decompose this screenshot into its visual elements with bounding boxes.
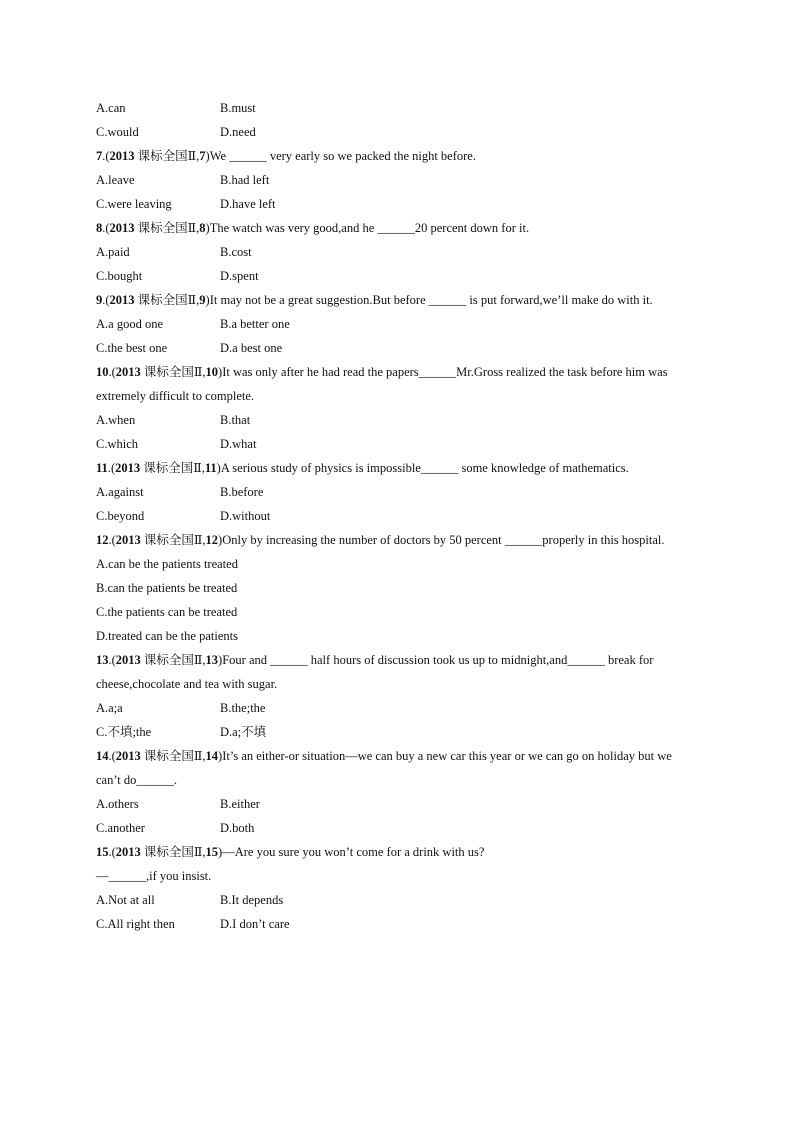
source-number: 9 (199, 293, 206, 307)
source-number: 14 (205, 749, 219, 763)
option-row (96, 312, 696, 336)
source-open: .( (102, 221, 110, 235)
option-row (96, 120, 696, 144)
source-open: .( (108, 533, 116, 547)
option-right: D.what (220, 437, 257, 451)
source-close: ) (205, 293, 210, 307)
source-exam: 课标全国Ⅱ (140, 533, 203, 547)
question-number: 8 (96, 221, 103, 235)
option-left: A.a good one (96, 317, 163, 331)
source-comma: , (202, 653, 206, 667)
source-close: ) (205, 221, 210, 235)
option-row: A.can be the patients treated (96, 557, 238, 571)
option-c: C.would (96, 125, 139, 139)
option-right: B.had left (220, 173, 270, 187)
question-text: The watch was very good,and he ______20 percent down for it. (209, 221, 530, 235)
source-exam: 课标全国Ⅱ (140, 845, 203, 859)
source-comma: , (202, 533, 206, 547)
option-right: D.I don’t care (220, 917, 290, 931)
source-comma: , (201, 461, 205, 475)
option-right: B.either (220, 797, 260, 811)
source-comma: , (196, 149, 200, 163)
source-number: 13 (205, 653, 219, 667)
option-right: B.cost (220, 245, 252, 259)
option-right: D.a;不填 (220, 725, 267, 739)
source-close: ) (218, 533, 223, 547)
option-row (96, 888, 696, 912)
option-row (96, 696, 696, 720)
question-stem (96, 648, 696, 696)
question-stem (96, 288, 696, 312)
question-text: Only by increasing the number of doctors by 50 percent ______properly in this hospital. (222, 533, 665, 547)
source-exam: 课标全国Ⅱ (140, 365, 203, 379)
source-close: ) (218, 365, 223, 379)
option-left: C.All right then (96, 917, 175, 931)
option-row (96, 480, 696, 504)
source-year: 2013 (115, 749, 141, 763)
question-number: 10 (96, 365, 109, 379)
option-row (96, 792, 696, 816)
question-stem (96, 144, 696, 168)
source-comma: , (202, 365, 206, 379)
source-year: 2013 (109, 221, 135, 235)
question-list (96, 144, 696, 936)
source-year: 2013 (115, 533, 141, 547)
option-right: B.a better one (220, 317, 290, 331)
option-left: C.beyond (96, 509, 145, 523)
option-a: A.can (96, 101, 126, 115)
source-number: 10 (205, 365, 219, 379)
source-comma: , (202, 749, 206, 763)
option-row (96, 504, 696, 528)
option-left: A.paid (96, 245, 130, 259)
question-text: We ______ very early so we packed the night before. (209, 149, 476, 163)
option-right: B.the;the (220, 701, 266, 715)
option-left: C.bought (96, 269, 143, 283)
option-row (96, 432, 696, 456)
source-year: 2013 (115, 653, 141, 667)
option-right: B.that (220, 413, 251, 427)
source-number: 8 (199, 221, 206, 235)
question-stem (96, 744, 696, 792)
option-left: A.others (96, 797, 139, 811)
question-stem (96, 216, 696, 240)
option-row (96, 192, 696, 216)
option-row (96, 912, 696, 936)
source-close: ) (218, 653, 223, 667)
source-open: .( (102, 293, 110, 307)
option-row (96, 264, 696, 288)
source-exam: 课标全国Ⅱ (134, 293, 197, 307)
source-comma: , (202, 845, 206, 859)
source-exam: 课标全国Ⅱ (134, 149, 197, 163)
question-number: 15 (96, 845, 109, 859)
source-exam: 课标全国Ⅱ (140, 461, 202, 475)
source-number: 11 (204, 461, 217, 475)
option-left: A.against (96, 485, 144, 499)
source-close: ) (205, 149, 210, 163)
question-text: —Are you sure you won’t come for a drink with us? (222, 845, 485, 859)
option-row (96, 720, 696, 744)
source-close: ) (216, 461, 221, 475)
option-left: C.another (96, 821, 145, 835)
option-row (96, 240, 696, 264)
source-open: .( (107, 461, 116, 475)
source-number: 7 (199, 149, 206, 163)
option-left: C.were leaving (96, 197, 172, 211)
option-right: B.before (220, 485, 264, 499)
source-close: ) (218, 749, 223, 763)
option-row: C.the patients can be treated (96, 605, 238, 619)
option-row: B.can the patients be treated (96, 581, 238, 595)
question-stem (96, 840, 696, 864)
source-year: 2013 (109, 293, 135, 307)
question-number: 9 (96, 293, 103, 307)
question-text: It’s an either-or situation—we can buy a new car this year or we can go on holiday but we can’t do______. (96, 749, 672, 787)
option-right: D.without (220, 509, 271, 523)
source-exam: 课标全国Ⅱ (140, 749, 203, 763)
question-text: It was only after he had read the papers______Mr.Gross realized the task before him was extremely difficult to complete. (96, 365, 668, 403)
source-number: 15 (205, 845, 219, 859)
source-close: ) (218, 845, 223, 859)
option-left: A.Not at all (96, 893, 155, 907)
source-open: .( (108, 653, 116, 667)
question-number: 12 (96, 533, 109, 547)
option-row (96, 408, 696, 432)
option-right: D.both (220, 821, 255, 835)
source-exam: 课标全国Ⅱ (134, 221, 197, 235)
option-right: B.It depends (220, 893, 284, 907)
option-row: D.treated can be the patients (96, 629, 238, 643)
source-year: 2013 (115, 461, 141, 475)
option-b: B.must (220, 101, 256, 115)
option-row (96, 168, 696, 192)
exam-page (96, 96, 696, 936)
option-left: A.a;a (96, 701, 123, 715)
source-comma: , (196, 221, 200, 235)
option-row (96, 96, 696, 120)
option-right: D.spent (220, 269, 259, 283)
option-left: C.不填;the (96, 725, 152, 739)
source-open: .( (102, 149, 110, 163)
question-number: 7 (96, 149, 103, 163)
option-left: A.when (96, 413, 136, 427)
option-row (96, 336, 696, 360)
option-right: D.have left (220, 197, 276, 211)
option-left: C.which (96, 437, 139, 451)
question-number: 11 (96, 461, 108, 475)
source-year: 2013 (115, 845, 141, 859)
question-stem (96, 360, 696, 408)
question-stem-reply: —______,if you insist. (96, 869, 212, 883)
question-text: It may not be a great suggestion.But before ______ is put forward,we’ll make do with it. (209, 293, 653, 307)
source-year: 2013 (109, 149, 135, 163)
question-stem (96, 456, 696, 480)
option-left: A.leave (96, 173, 135, 187)
option-right: D.a best one (220, 341, 283, 355)
option-d: D.need (220, 125, 256, 139)
option-row (96, 816, 696, 840)
source-comma: , (196, 293, 200, 307)
source-open: .( (108, 365, 116, 379)
source-exam: 课标全国Ⅱ (140, 653, 203, 667)
question-text: Four and ______ half hours of discussion took us up to midnight,and______ break for cheese,chocolate and tea with sugar. (96, 653, 654, 691)
option-left: C.the best one (96, 341, 168, 355)
source-year: 2013 (115, 365, 141, 379)
source-open: .( (108, 845, 116, 859)
source-open: .( (108, 749, 116, 763)
source-number: 12 (205, 533, 219, 547)
question-number: 14 (96, 749, 109, 763)
question-text: A serious study of physics is impossible______ some knowledge of mathematics. (220, 461, 629, 475)
question-stem (96, 528, 696, 552)
question-number: 13 (96, 653, 109, 667)
